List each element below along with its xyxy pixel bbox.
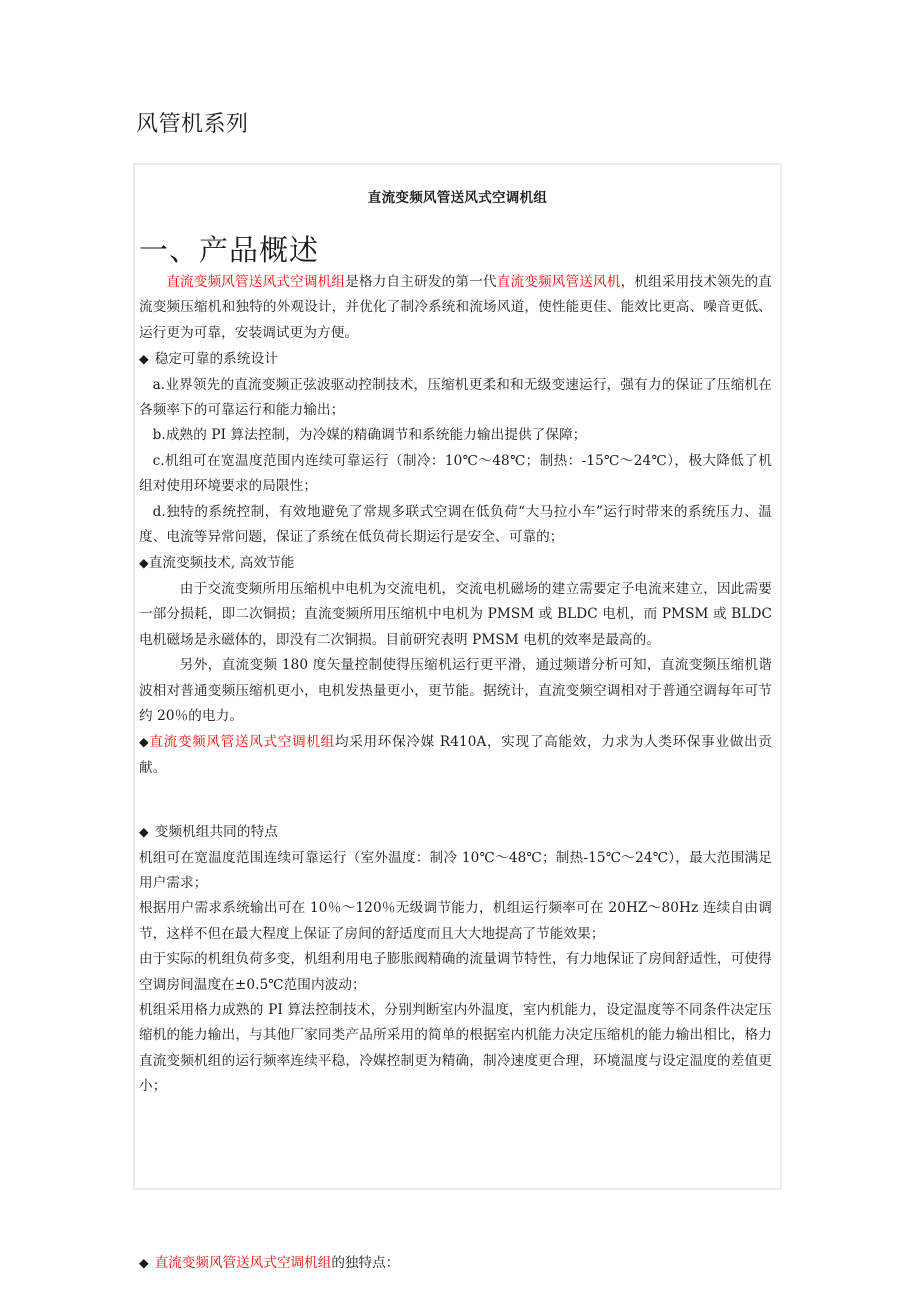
stable-item-d: d.独特的系统控制，有效地避免了常规多联式空调在低负荷“大马拉小车”运行时带来的系统压力、温度、电流等异常问题，保证了系统在低负荷长期运行是安全、可靠的；	[139, 503, 772, 546]
content-frame-inner	[135, 188, 780, 1271]
intro-mid-1: 是格力自主研发的第一代	[345, 274, 497, 290]
r410a-tail: 均采用环保冷媒 R410A，实现了高能效，力求为人类环保事业做出贡献。	[139, 734, 772, 776]
r410a-paragraph	[139, 729, 772, 781]
bullet-common-features	[139, 819, 772, 845]
bullet-unique-features	[139, 1250, 772, 1276]
body-content	[135, 270, 780, 1276]
bullet-dc-tech-label: 直流变频技术, 高效节能	[148, 555, 295, 572]
bullet-dc-tech	[139, 550, 772, 576]
page-title: 风管机系列	[136, 112, 249, 137]
r410a-red-lead: 直流变频风管送风式空调机组	[149, 734, 335, 751]
common-item-4: 机组采用格力成熟的 PI 算法控制技术，分别判断室内外温度，室内机能力，设定温度等不同条件决定压缩机的能力输出，与其他厂家同类产品所采用的简单的根据室内机能力决定压缩机的能力输出相比，格力直流变频机组的运行频率连续平稳，冷媒控制更为精确，制冷速度更合理，环境温度与设定温度的差值更小；	[139, 1001, 772, 1095]
content-frame	[133, 163, 782, 1271]
intro-paragraph	[139, 270, 772, 346]
common-item-1: 机组可在宽温度范围连续可靠运行（室外温度：制冷 10℃～48℃；制热-15℃～24℃），最大范围满足用户需求；	[139, 849, 772, 891]
dc-paragraph-2: 另外，直流变频 180 度矢量控制使得压缩机运行更平滑，通过频谱分析可知，直流变频压缩机谐波相对普通变频压缩机更小，电机发热量更小，更节能。据统计，直流变频空调相对于普通空调每年可节约 20％的电力。	[139, 657, 772, 724]
section-gap	[139, 781, 772, 807]
diamond-bullet-icon: ◆	[139, 824, 149, 840]
stable-item-c: c.机组可在宽温度范围内连续可靠运行（制冷：10℃～48℃；制热：-15℃～24℃），极大降低了机组对使用环境要求的局限性；	[139, 452, 772, 495]
product-heading: 直流变频风管送风式空调机组	[367, 190, 548, 206]
unique-tail: 的独特点：	[331, 1254, 400, 1271]
diamond-bullet-icon: ◆	[139, 555, 149, 571]
intro-tail: ，机组采用技术领先的直流变频压缩机和独特的外观设计，并优化了制冷系统和流场风道，使性能更佳、能效比更高、噪音更低、运行更为可靠，安装调试更为方便。	[139, 274, 772, 341]
diamond-bullet-icon: ◆	[139, 351, 149, 367]
section-gap	[139, 807, 772, 819]
stable-item-b: b.成熟的 PI 算法控制，为冷媒的精确调节和系统能力输出提供了保障；	[152, 427, 587, 444]
intro-red-mid: 直流变频风管送风机	[496, 274, 621, 290]
bullet-stable-design	[139, 346, 772, 372]
bullet-stable-design-label: 稳定可靠的系统设计	[154, 351, 278, 368]
diamond-bullet-icon: ◆	[139, 734, 150, 750]
section-gap	[139, 1100, 772, 1250]
common-item-2: 根据用户需求系统输出可在 10％～120％无级调节能力，机组运行频率可在 20HZ～80Hz 连续自由调节，这样不但在最大程度上保证了房间的舒适度而且大大地提高了节能效果；	[139, 900, 772, 942]
diamond-bullet-icon: ◆	[139, 1254, 149, 1270]
unique-red-lead: 直流变频风管送风式空调机组	[154, 1254, 332, 1271]
common-item-3: 由于实际的机组负荷多变，机组利用电子膨胀阀精确的流量调节特性，有力地保证了房间舒适性，可使得空调房间温度在±0.5℃范围内波动；	[139, 951, 772, 993]
section-heading-overview: 一、产品概述	[139, 233, 320, 267]
dc-paragraph-1: 由于交流变频所用压缩机中电机为交流电机，交流电机磁场的建立需要定子电流来建立，因此需要一部分损耗，即二次铜损；直流变频所用压缩机中电机为 PMSM 或 BLDC 电机，而 PMSM 或 BLDC 电机磁场是永磁体的，即没有二次铜损。目前研究表明 PMSM 电机的效率是最高的。	[139, 580, 772, 648]
stable-item-a: a.业界领先的直流变频正弦波驱动控制技术，压缩机更柔和和无级变速运行，强有力的保证了压缩机在各频率下的可靠运行和能力输出；	[139, 376, 772, 419]
bullet-common-features-label: 变频机组共同的特点	[154, 824, 278, 841]
intro-red-lead: 直流变频风管送风式空调机组	[166, 274, 346, 290]
